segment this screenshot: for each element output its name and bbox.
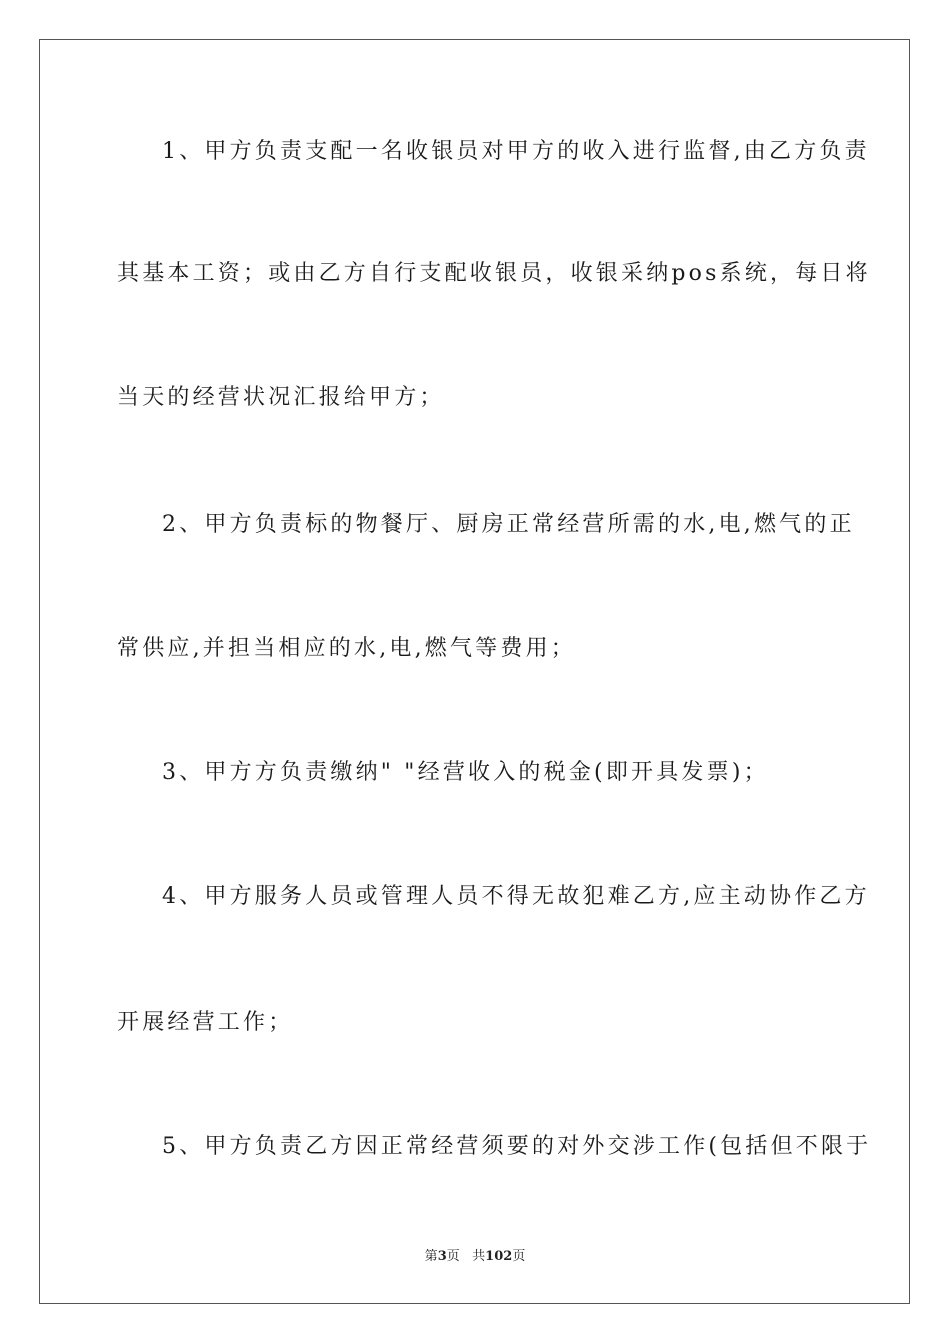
page-suffix: 页 [446,1249,460,1264]
page-prefix: 第 [424,1249,438,1264]
page-number: 3 [437,1249,447,1264]
total-prefix: 共 [472,1249,486,1264]
page-footer [0,1248,950,1266]
paragraph-1-line-3: 当天的经营状况汇报给甲方； [117,385,445,410]
paragraph-1-line-1: 1、甲方负责支配一名收银员对甲方的收入进行监督,由乙方负责 [162,139,870,164]
paragraph-5-line-1: 5、甲方负责乙方因正常经营须要的对外交涉工作(包括但不限于 [162,1134,872,1159]
paragraph-1-line-2: 其基本工资；或由乙方自行支配收银员，收银采纳pos系统，每日将 [117,261,871,286]
total-suffix: 页 [512,1249,526,1264]
total-pages: 102 [485,1249,513,1264]
paragraph-2-line-2: 常供应,并担当相应的水,电,燃气等费用； [117,636,576,661]
paragraph-4-line-2: 开展经营工作； [117,1010,294,1035]
paragraph-3-line-1: 3、甲方方负责缴纳" "经营收入的税金(即开具发票)； [162,760,769,785]
page-border [39,39,910,1304]
paragraph-4-line-1: 4、甲方服务人员或管理人员不得无故犯难乙方,应主动协作乙方 [162,884,870,909]
paragraph-2-line-1: 2、甲方负责标的物餐厅、厨房正常经营所需的水,电,燃气的正 [162,512,855,537]
